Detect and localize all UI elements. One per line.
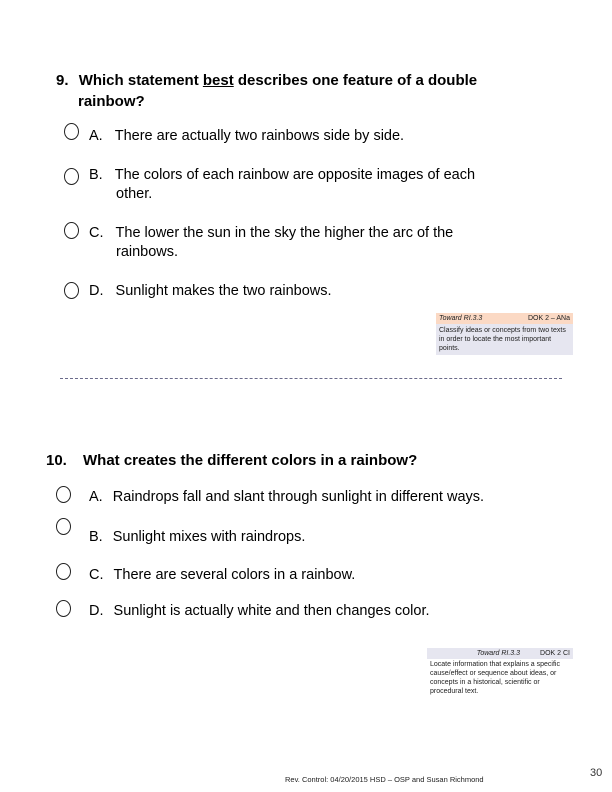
choice-letter: C. [89, 567, 104, 583]
standard-box-q10 [427, 648, 573, 698]
choice-radio-10b[interactable] [56, 518, 71, 535]
choice-10d [89, 602, 430, 621]
choice-radio-10a[interactable] [56, 486, 71, 503]
choice-10a [89, 488, 484, 507]
standard-description: Classify ideas or concepts from two texts in order to locate the most important points. [436, 324, 573, 355]
choice-letter: D. [89, 603, 104, 619]
choice-10c [89, 566, 355, 585]
choice-text: Sunlight mixes with raindrops. [112, 529, 306, 545]
choice-letter: C. [89, 225, 104, 241]
choice-radio-9a[interactable] [64, 123, 79, 140]
choice-text: Raindrops fall and slant through sunlight in different ways. [112, 489, 485, 505]
footer-revision: Rev. Control: 04/20/2015 HSD – OSP and Susan Richmond [285, 775, 484, 784]
standard-code: Toward RI.3.3 [476, 650, 521, 657]
choice-text: There are actually two rainbows side by side. [114, 128, 405, 144]
choice-letter: B. [89, 529, 103, 545]
choice-9c [89, 224, 453, 243]
question-9-prompt [56, 71, 477, 90]
standard-box-q9 [436, 313, 573, 355]
choice-10b [89, 528, 305, 547]
choice-letter: B. [89, 167, 103, 183]
choice-letter: A. [89, 489, 103, 505]
choice-text-line2: other. [116, 186, 153, 202]
page-number: 30 [590, 767, 603, 779]
standard-header [436, 313, 573, 324]
section-divider [60, 378, 562, 379]
choice-9d [89, 282, 332, 301]
choice-text-line2: rainbows. [116, 244, 179, 260]
dok-level: DOK 2 CI [540, 650, 570, 657]
choice-9a [89, 127, 404, 146]
choice-radio-9d[interactable] [64, 282, 79, 299]
choice-text: The lower the sun in the sky the higher the arc of the [115, 225, 454, 241]
choice-text: The colors of each rainbow are opposite images of each [114, 167, 476, 183]
dok-level: DOK 2 – ANa [527, 315, 570, 322]
standard-header [427, 648, 573, 659]
choice-radio-9c[interactable] [64, 222, 79, 239]
question-number: 9. [56, 72, 69, 89]
choice-text: There are several colors in a rainbow. [113, 567, 356, 583]
question-10-text: What creates the different colors in a rainbow? [83, 452, 418, 469]
choice-text: Sunlight is actually white and then changes color. [113, 603, 430, 619]
choice-radio-10c[interactable] [56, 563, 71, 580]
question-10-number: 10. [46, 452, 67, 469]
choice-letter: A. [89, 128, 103, 144]
choice-radio-10d[interactable] [56, 600, 71, 617]
question-text-line2: rainbow? [78, 93, 145, 110]
choice-9b [89, 166, 475, 185]
choice-radio-9b[interactable] [64, 168, 79, 185]
standard-code: Toward RI.3.3 [439, 315, 483, 322]
choice-text: Sunlight makes the two rainbows. [115, 283, 332, 299]
standard-description: Locate information that explains a specific cause/effect or sequence about ideas, or concepts in a historical, scientific or procedural text. [427, 659, 573, 698]
choice-letter: D. [89, 283, 104, 299]
question-text: Which statement best describes one feature of a double [78, 72, 478, 89]
emphasis-word: best [202, 72, 234, 89]
